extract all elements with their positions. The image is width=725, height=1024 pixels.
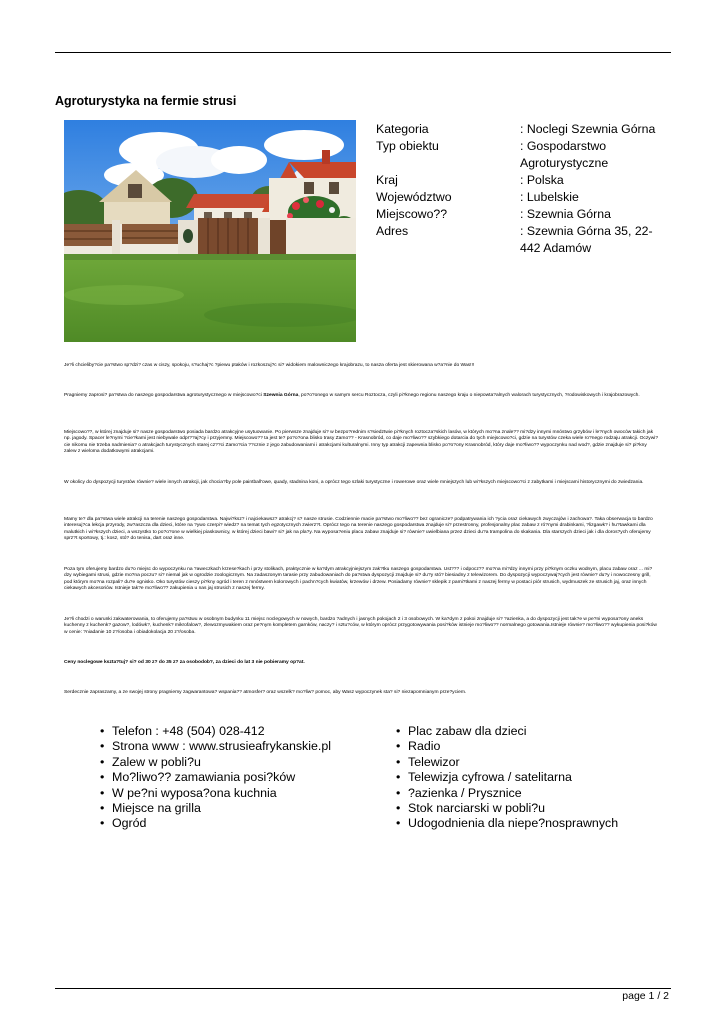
- info-row-miejscowosc: [376, 206, 676, 223]
- list-item: • ?azienka / Prysznice: [396, 786, 618, 801]
- list-item: • Telewizja cyfrowa / satelitarna: [396, 770, 618, 785]
- info-row-typ-obiektu: [376, 138, 676, 172]
- location-paragraph: Miejscowo??, w której znajduje si? nasze gospodarstwo posiada bardzo atrakcyjne usytuowanie. Po pierwsze znajduje si? w bezpo?rednim s?siedztwie pi?knych roztocza?skich lasów, w których mo?na znale?? mi?dzy innymi mnóstwo grzybów i le?nych owoców takich jak np. jagody. Spacer le?nymi ?cie?kami jest niebywale odpr??aj?cy i przyjemny. Miejscowo?? ta jest te? po?o?ona blisko trasy Zamo?? - Krasnobród, co daje mo?liwo?? szybkiego dotarcia do tych miejscowo?ci, gdzie na turystów czeka wiele ro?nego rodzaju atrakcji. Oczywi?cie nikomu nie trzeba nadmienia? o atrakcjach turystycznych starej cz??ci Zamo?cia ??cznie z jego zabudowaniami i atrakcjami kulturalnymi. Inny typ atrakcji zapewnia blisko po?o?ony Krasnobród, który daje mo?liwo?? wypoczynku nad wod?, gdzie znajduje si? pi?kny zalew z wieloma dodatkowymi atrakcjami.: [64, 430, 659, 454]
- invitation-text-end: , po?o?onego w samym sercu Roztocza, czyli pi?knego regionu naszego kraju o niepowta?alnych walorach turystycznych, ?rodowiskowych i krajobrazowych.: [298, 393, 640, 398]
- info-row-kraj: [376, 172, 676, 189]
- list-item: • Udogodnienia dla niepe?nosprawnych: [396, 816, 618, 831]
- info-row-wojewodztwo: [376, 189, 676, 206]
- list-item: • Ogród: [100, 816, 331, 831]
- page-title: Agroturystyka na fermie strusi: [55, 94, 237, 108]
- info-row-adres: [376, 223, 676, 257]
- list-item: • Telewizor: [396, 755, 618, 770]
- info-label: Miejscowo??: [376, 207, 448, 221]
- farm-attractions-paragraph: Mamy te? dla pa?stwa wiele atrakcji na terenie naszego gospodarstwa. Najwi?ksz? i najciekawsz? atrakcj? s? nasze strusie. Codziennie macie pa?stwo mo?liwo?? bez ogranicze? podpatrywania ich ?ycia oraz ciekawych zwyczajów i zachowa?. Taka obserwacja to bardzo interesuj?ca lekcja przyrody, zw?aszcza dla dzieci, które na ?ywo czerpi? wiedz? na temat tych egzotycznych zwierz?t. Oprócz tego na terenie naszego gospodarstwa znajduje si? przestronny, profesjonalny plac zabaw z ró?nymi drabinkami, ?lizgawk? i hu?tawkami dla malutkich i wi?kszych dzieci, a wszystko to po?o?one w wielkiej piaskownicy, w której dzieci bawi? si? jak na pla?y. Na wyposa?eniu placu zabaw znajduje si? równie? uwielbiana przez dzieci du?a trampolina do skakania. Dla starszych dzieci jak i dla doros?ych oferujemy sprz?t sportowy, tj.: kosz, stó? do tenisa, dart oraz inne.: [64, 517, 653, 541]
- info-label: Kategoria: [376, 122, 429, 136]
- info-row-kategoria: [376, 121, 676, 138]
- relaxation-paragraph: Poza tym oferujemy bardzo du?o miejsc do wypoczynku na ?aweczkach krzese?kach i przy stolikach, praktycznie w ka?dym atrakcyjniejszym zak?tku naszego gospodarstwa. Ust??? i odpocz?? mo?na mi?dzy innymi przy pi?knym oczku wodnym, placu zabaw oraz ... mi?dzy wybiegami strusi, gdzie mo?na poczu? si? niemal jak w ogrodzie zoologicznym. Na zadaszonym tarasie przy zabudowaniach do pa?stwa dyspozycji znajduje si? du?y stó? biesiadny z telewizorem. Do dyspozycji wypoczywaj?cych jest równie? du?y i nowoczesny grill, pod którym mo?na rozpali? du?e ognisko. Oko turystów cieszy pi?kny ogród i teren z mnóstwem kolorowych i pachn?cych kwiatów, krzewów i drzew. Posiadamy równie? sklepik z pami?tkami z naszej fermy w postaci piór strusich, wydmuszek ze strusich jaj, oraz innych ciekawych akcesoriów. Istnieje tak?e mo?liwo?? zakupienia u nas jaj strusich z naszej fermy.: [64, 567, 653, 591]
- list-item: • Plac zabaw dla dzieci: [396, 724, 618, 739]
- village-name: Szewnia Górna: [263, 393, 299, 398]
- list-item: • Radio: [396, 739, 618, 754]
- list-item: • Zalew w pobli?u: [100, 755, 331, 770]
- amenities-list-left: [100, 724, 331, 832]
- closing-paragraph: Serdecznie zapraszamy, a ze swojej strony pragniemy zagwarantowa? wspania?? atmosfer? oraz wszelk? mo?liw? pomoc, aby Wasz wypoczynek sta? si? niezapomnianym prze?yciem.: [64, 690, 467, 695]
- info-label: Województwo: [376, 190, 452, 204]
- prices-paragraph: Ceny noclegowe kszta?tuj? si? od 30 z? do 35 z? za osobodob?, za dzieci do lat 3 nie pobieramy op?at.: [64, 660, 305, 665]
- invitation-paragraph: [64, 393, 659, 399]
- intro-paragraph: Je?li chcieliby?cie pa?stwo sp?dzi? czas w ciszy, spokoju, s?uchaj?c ?piewu ptaków i rozkoszuj?c si? widokiem malowniczego krajobrazu, to nasza oferta jest skierowana w?a?nie do Was!!!: [64, 363, 475, 368]
- info-value: : Szewnia Górna 35, 22-442 Adamów: [520, 224, 653, 255]
- list-item: • Strona www : www.strusieafrykanskie.pl: [100, 739, 331, 754]
- list-item: • Telefon : +48 (504) 028-412: [100, 724, 331, 739]
- info-label: Typ obiektu: [376, 139, 439, 153]
- list-item: • Miejsce na grilla: [100, 801, 331, 816]
- info-label: Adres: [376, 224, 409, 238]
- property-info-table: [376, 121, 676, 257]
- info-value: : Gospodarstwo Agroturystyczne: [520, 139, 609, 170]
- farmhouse-photo: [64, 120, 356, 342]
- accommodation-paragraph: Je?li chodzi o warunki zakwaterowania, to oferujemy pa?stwu w osobnym budynku 11 miejsc noclegowych w nowych, bardzo ?adnych i jasnych pokojach 2 i 3 osobowych. W ka?dym z pokoi znajduje si? ?azienka, a do dyspozycji jest tak?e w pe?ni wyposa?ony aneks kuchenny z kuchenk? gazow?, lodówk?, kuchenk? mikrofalow?, zlewozmywakiem oraz pe?nym kompletem garnków, naczy? i sztu?ców, w którym oprócz przygotowywania posi?ków istnieje mo?liwo?? normalnego gotowania.Istnieje równie? mo?liwo?? wykupienia posi?ków w cenie: ?niadanie 10 z?/osoba i obiadokolacja 20 z?/osoba.: [64, 617, 657, 635]
- info-value: : Szewnia Górna: [520, 207, 611, 221]
- invitation-text-start: Pragniemy zaprosi? pa?stwa do naszego gospodarstwa agroturystycznego w miejscowo?ci: [64, 393, 262, 398]
- info-label: Kraj: [376, 173, 398, 187]
- info-value: : Lubelskie: [520, 190, 579, 204]
- list-item: • Stok narciarski w pobli?u: [396, 801, 618, 816]
- list-item: • Mo?liwo?? zamawiania posi?ków: [100, 770, 331, 785]
- amenities-list-right: [396, 724, 618, 832]
- info-value: : Noclegi Szewnia Górna: [520, 122, 656, 136]
- page-number: page 1 / 2: [622, 990, 669, 1002]
- list-item: • W pe?ni wyposa?ona kuchnia: [100, 786, 331, 801]
- info-value: : Polska: [520, 173, 564, 187]
- bottom-rule: [55, 988, 671, 989]
- top-rule: [55, 52, 671, 53]
- surroundings-paragraph: W okolicy do dyspozycji turystów równie? wiele innych atrakcji, jak chocia?by pole paintball'owe, quady, stadnina koni, a oprócz tego szlaki turystyczne i rowerowe oraz wiele mniejszych lub wi?kszych miejscowo?ci z zabytkami i miejscami historycznymi do zwiedzania.: [64, 480, 644, 485]
